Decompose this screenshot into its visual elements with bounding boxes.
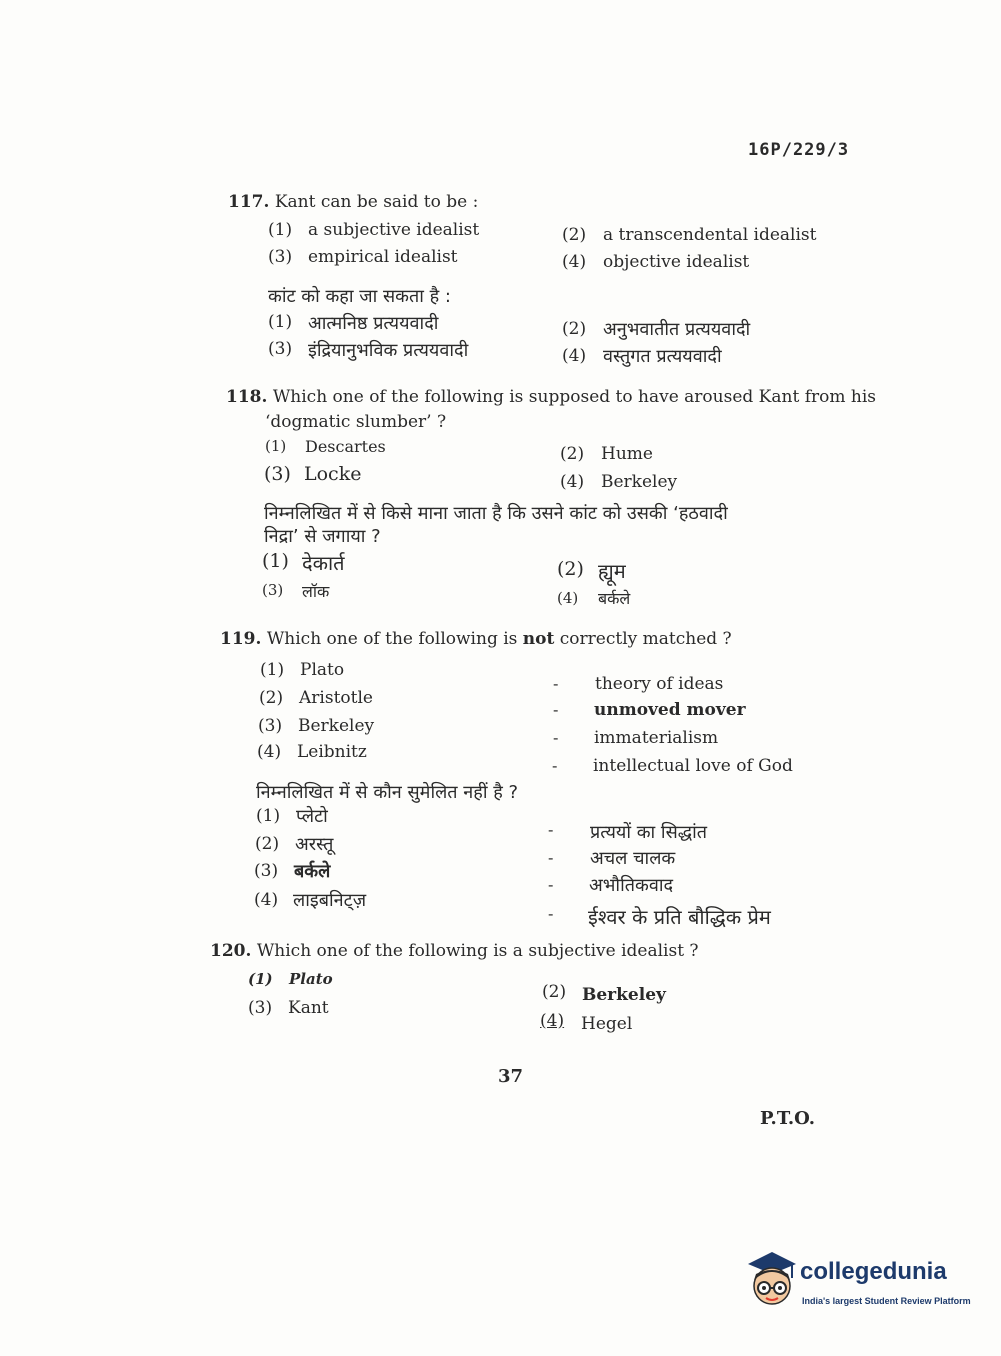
option-number: (4)	[562, 252, 587, 272]
question-text-hindi: निम्नलिखित में से किसे माना जाता है कि उसने कांट को उसकी ‘हठवादी	[264, 503, 728, 524]
option-text: Berkeley	[601, 472, 678, 492]
option-number: (4)	[557, 589, 579, 607]
question-text-hindi: निम्नलिखित में से कौन सुमेलित नहीं है ?	[256, 782, 519, 803]
question-text-hindi-cont: निद्रा’ से जगाया ?	[264, 526, 381, 547]
option-number: (4)	[540, 1011, 565, 1031]
option-text-hindi: आत्मनिष्ठ प्रत्ययवादी	[308, 313, 439, 334]
match-right-hindi: प्रत्ययों का सिद्धांत	[590, 822, 708, 843]
option-number: (2)	[560, 444, 585, 464]
match-right-hindi: अचल चालक	[590, 848, 676, 869]
match-number: (1)	[256, 806, 281, 826]
logo-wordmark: collegedunia	[800, 1258, 947, 1285]
match-number: (3)	[254, 861, 279, 881]
match-left-hindi: लाइबनिट्ज़	[293, 890, 367, 911]
option-number: (1)	[268, 220, 293, 240]
match-right: intellectual love of God	[593, 756, 793, 776]
match-dash: -	[553, 674, 559, 693]
option-number: (3)	[268, 247, 293, 267]
option-number: (2)	[562, 319, 587, 339]
match-dash: -	[548, 848, 554, 867]
match-left-hindi: अरस्तू	[295, 834, 334, 855]
option-text: a subjective idealist	[308, 220, 480, 240]
question-text-hindi: कांट को कहा जा सकता है :	[268, 286, 451, 307]
question-text: 117. Kant can be said to be :	[228, 192, 479, 212]
option-number: (4)	[560, 472, 585, 492]
collegedunia-logo	[742, 1250, 972, 1320]
option-text-hindi: लॉक	[302, 582, 330, 601]
option-number: (2)	[542, 982, 567, 1002]
option-text: Hume	[601, 444, 653, 464]
match-left: Leibnitz	[297, 742, 367, 762]
option-number: (2)	[557, 558, 584, 580]
option-text-hindi: अनुभवातीत प्रत्ययवादी	[603, 319, 751, 340]
match-dash: -	[548, 904, 554, 923]
option-number: (4)	[562, 346, 587, 366]
question-text: 120. Which one of the following is a subjective idealist ?	[210, 941, 699, 961]
match-dash: -	[553, 728, 559, 747]
match-dash: -	[552, 756, 558, 775]
match-dash: -	[548, 820, 554, 839]
option-text: Kant	[288, 998, 329, 1018]
match-right: unmoved mover	[594, 700, 746, 720]
match-right-hindi: अभौतिकवाद	[589, 875, 674, 896]
option-text-hindi: इंद्रियानुभविक प्रत्ययवादी	[308, 340, 469, 361]
option-number: (3)	[264, 463, 291, 485]
option-text: Locke	[304, 463, 362, 485]
option-number: (1)	[268, 312, 293, 332]
option-number: (3)	[248, 998, 273, 1018]
option-number: (3)	[268, 339, 293, 359]
option-number: (1)	[265, 437, 287, 455]
pto-label: P.T.O.	[760, 1108, 816, 1129]
option-text: Hegel	[581, 1014, 633, 1034]
option-text: a transcendental idealist	[603, 225, 817, 245]
option-text: Plato	[289, 970, 333, 988]
paper-code: 16P/229/3	[748, 140, 850, 160]
option-text: Berkeley	[582, 985, 666, 1005]
match-left: Berkeley	[298, 716, 375, 736]
match-left: Aristotle	[299, 688, 373, 708]
question-text-cont: ‘dogmatic slumber’ ?	[265, 412, 447, 432]
option-text-hindi: ह्यूम	[598, 559, 626, 583]
match-left-hindi: प्लेटो	[296, 806, 328, 827]
page-number: 37	[498, 1066, 524, 1087]
match-number: (4)	[254, 890, 279, 910]
question-text: 119. Which one of the following is not correctly matched ?	[220, 629, 732, 649]
logo-tagline: India's largest Student Review Platform	[802, 1296, 971, 1306]
match-number: (1)	[260, 660, 285, 680]
match-left-hindi: बर्कले	[294, 861, 331, 882]
match-dash: -	[548, 875, 554, 894]
option-text: Descartes	[305, 437, 386, 456]
match-left: Plato	[300, 660, 345, 680]
option-number: (3)	[262, 581, 284, 599]
option-text-hindi: बर्कले	[598, 589, 631, 608]
match-right: theory of ideas	[595, 674, 724, 694]
option-number: (1)	[262, 550, 289, 572]
match-right-hindi: ईश्वर के प्रति बौद्धिक प्रेम	[588, 905, 771, 929]
option-number: (2)	[562, 225, 587, 245]
option-number: (1)	[248, 970, 273, 988]
match-number: (2)	[255, 834, 280, 854]
match-number: (4)	[257, 742, 282, 762]
mascot-icon	[742, 1250, 800, 1312]
match-number: (2)	[259, 688, 284, 708]
match-number: (3)	[258, 716, 283, 736]
match-dash: -	[553, 700, 559, 719]
option-text-hindi: देकार्त	[302, 551, 345, 575]
match-right: immaterialism	[594, 728, 719, 748]
option-text: empirical idealist	[308, 247, 458, 267]
option-text-hindi: वस्तुगत प्रत्ययवादी	[603, 346, 722, 367]
question-text: 118. Which one of the following is supposed to have aroused Kant from his	[226, 387, 876, 407]
option-text: objective idealist	[603, 252, 750, 272]
